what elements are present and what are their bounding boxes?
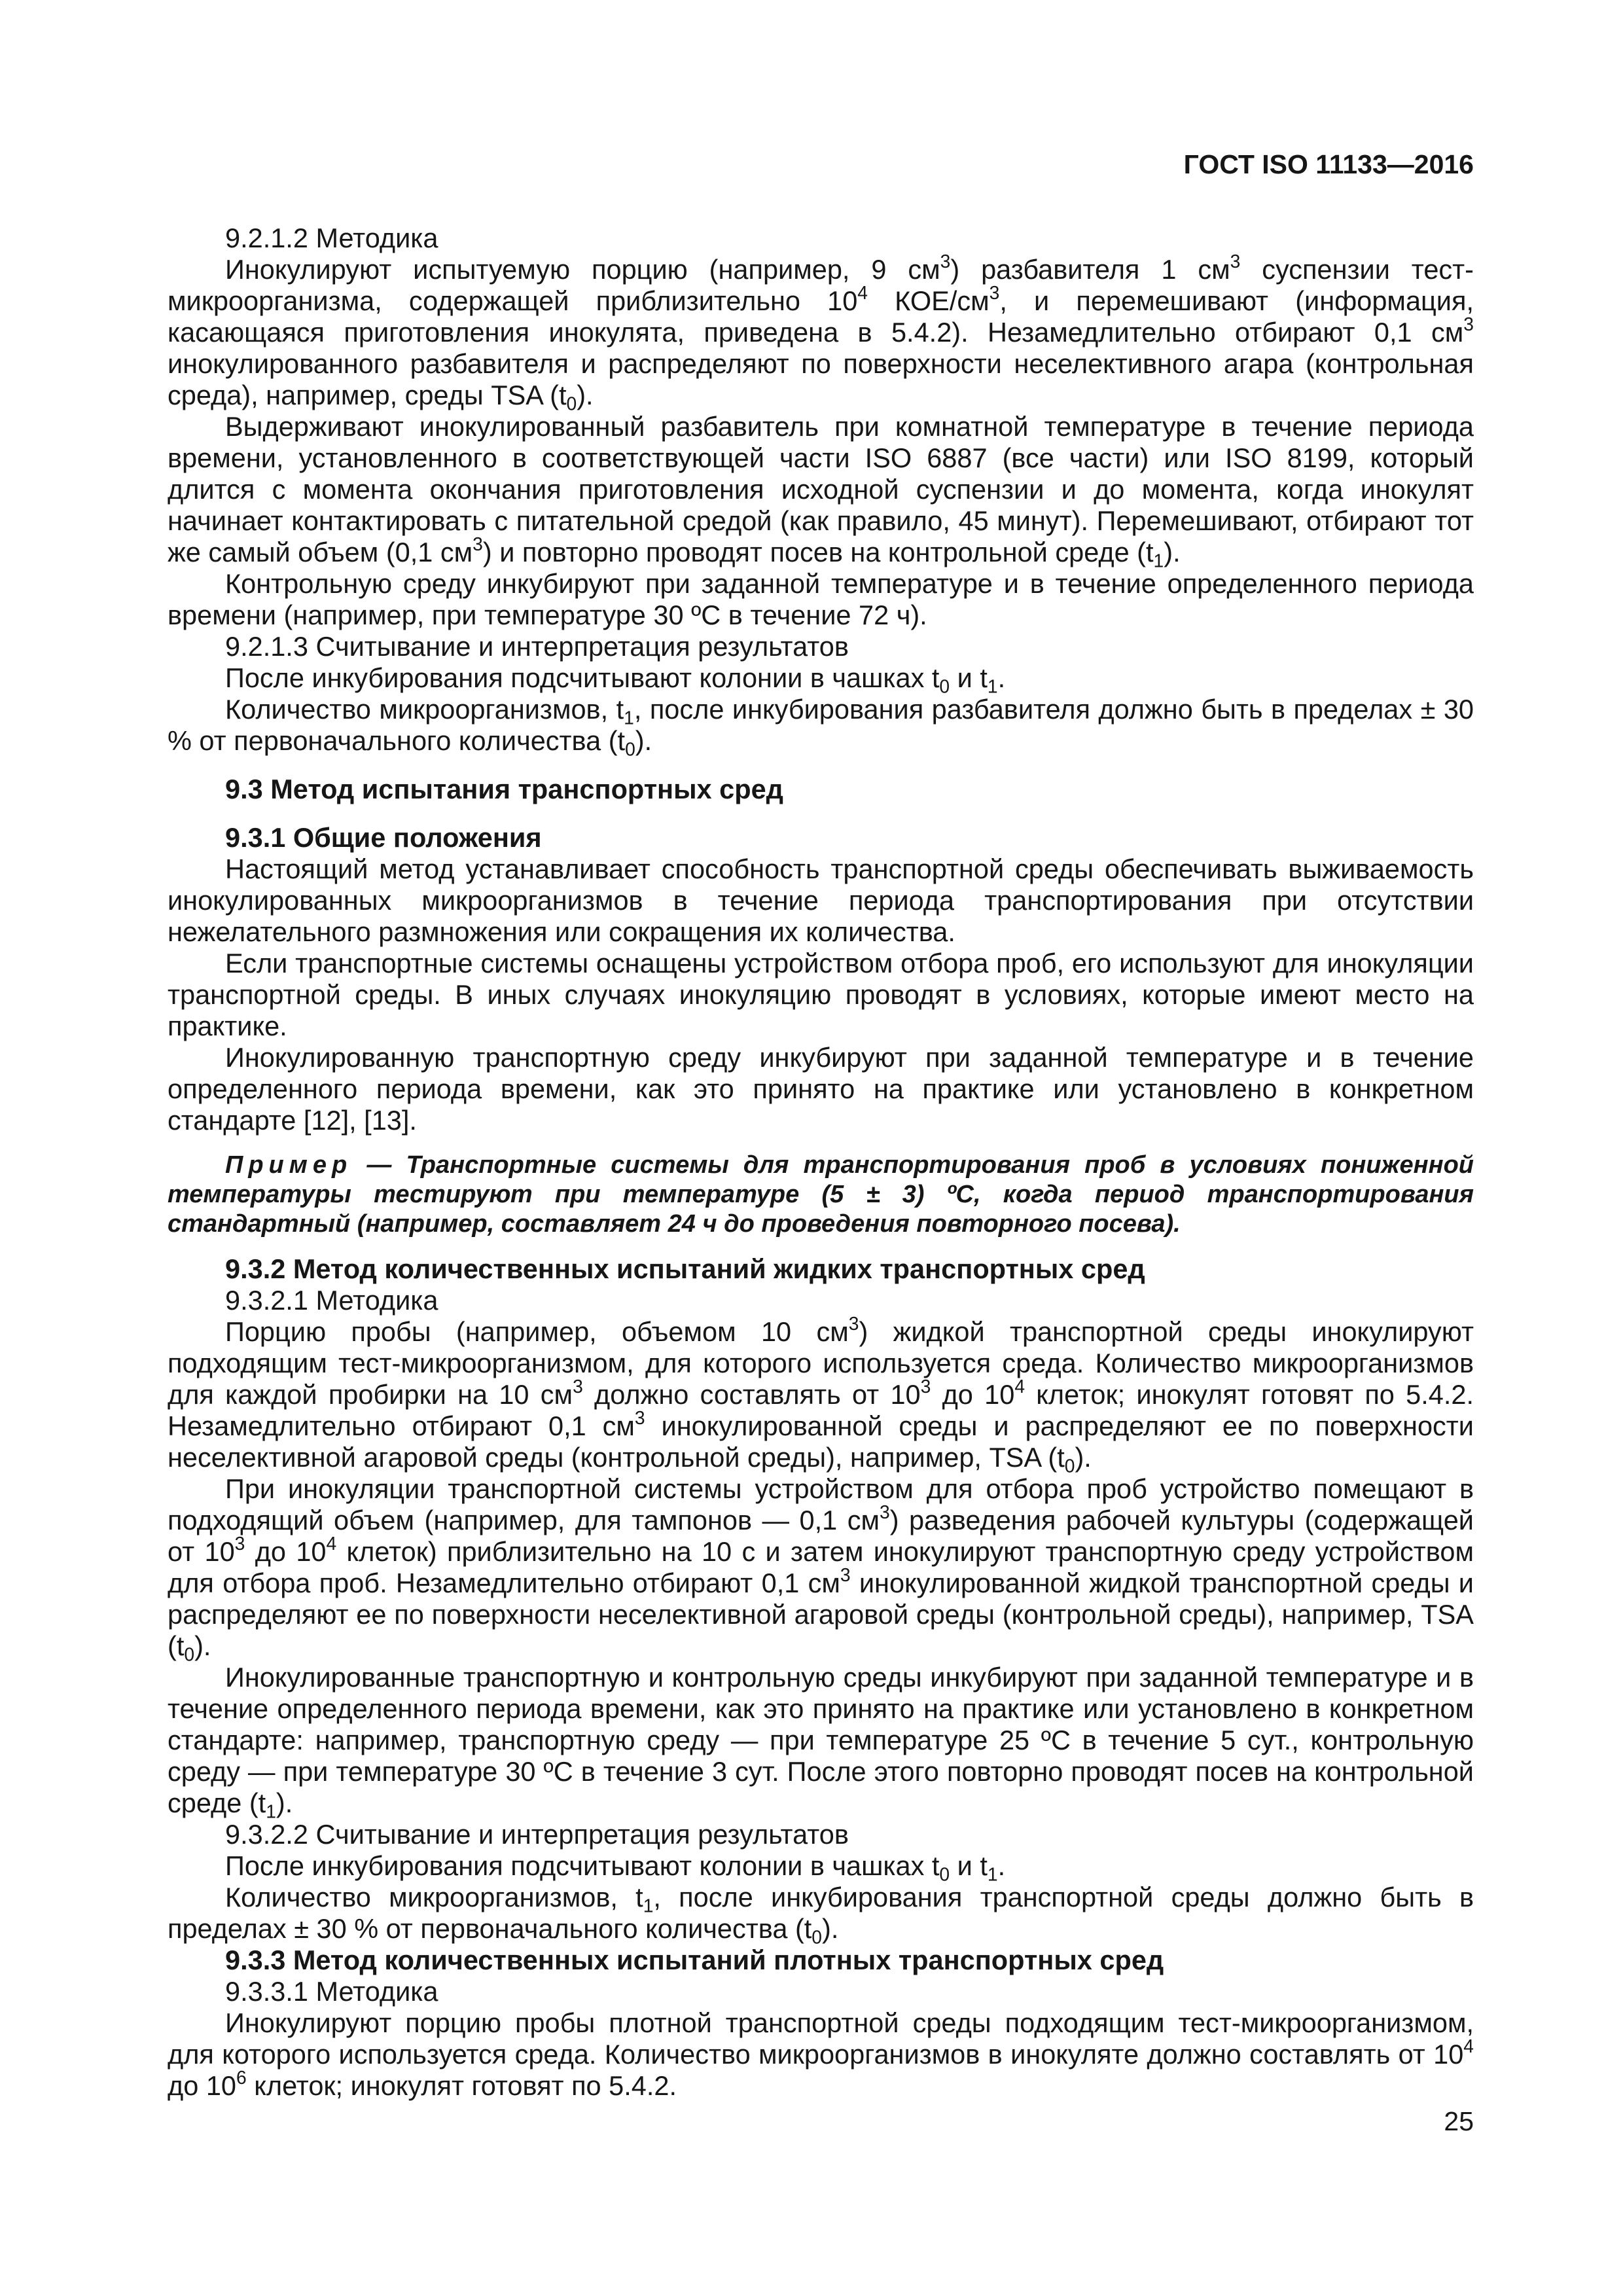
paragraph: При инокуляции транспортной системы устройством для отбора проб устройство помещают в подходящий объем (например, для тампонов — 0,1 $см^3$) разведения рабочей культуры (содержащей от $10^3$ до $10^4$ клеток) приблизительно на 10 с и затем инокулируют транспортную среду устройством для отбора проб. Незамедлительно отбирают 0,1 $см^3$ инокулированной жидкой транспортной среды и распределяют ее по поверхности неселективной агаровой среды (контрольной среды), например, TSA $(t_0)$. (168, 1473, 1474, 1665)
paragraph: Количество микроорганизмов, $t_1$, после инкубирования разбавителя должно быть в пределах ± 30 % от первоначального количества $(t_0)$. (168, 694, 1474, 760)
example-label: Пример (225, 1151, 353, 1179)
document-header: ГОСТ ISO 11133—2016 (1183, 149, 1474, 179)
paragraph: Инокулированные транспортную и контрольную среды инкубируют при заданной температуре и в течение определенного периода времени, как это принято на практике или установлено в конкретном стандарте: например, транспортную среду — при температуре 25 ºC в течение 5 сут., контрольную среду — при температуре 30 ºC в течение 3 сут. После этого повторно проводят посев на контрольной среде $(t_1)$. (168, 1662, 1474, 1822)
page-number: 25 (1444, 2106, 1474, 2136)
paragraph: Инокулируют порцию пробы плотной транспортной среды подходящим тест-микроорганизмом, для которого используется среда. Количество микроорганизмов в инокуляте должно составлять от $10^4$ до $10^6$ клеток; инокулят готовят по 5.4.2. (168, 2007, 1474, 2101)
clause-9-3-2-1: 9.3.2.1 Методика (225, 1285, 438, 1316)
paragraph: Если транспортные системы оснащены устройством отбора проб, его используют для инокуляции транспортной среды. В иных случаях инокуляцию проводят в условиях, которые имеют место на практике. (168, 948, 1474, 1041)
paragraph: Инокулированную транспортную среду инкубируют при заданной температуре и в течение определенного периода времени, как это принято на практике или установлено в конкретном стандарте [12], [13]. (168, 1042, 1474, 1136)
paragraph: Количество микроорганизмов, $t_1$, после инкубирования транспортной среды должно быть в пределах ± 30 % от первоначального количества $(t_0)$. (168, 1882, 1474, 1948)
subsection-heading-9-3-2: 9.3.2 Метод количественных испытаний жидких транспортных сред (225, 1253, 1145, 1284)
paragraph: После инкубирования подсчитывают колонии в чашках $t_0$ и $t_1$. (225, 1850, 1006, 1885)
section-heading-9-3: 9.3 Метод испытания транспортных сред (225, 774, 784, 804)
clause-9-2-1-2: 9.2.1.2 Методика (225, 223, 438, 253)
clause-9-2-1-3: 9.2.1.3 Считывание и интерпретация результатов (225, 631, 849, 662)
paragraph: Выдерживают инокулированный разбавитель при комнатной температуре в течение периода времени, установленного в соответствующей части ISO 6887 (все части) или ISO 8199, который длится с момента окончания приготовления исходной суспензии и до момента, когда инокулят начинает контактировать с питательной средой (как правило, 45 минут). Перемешивают, отбирают тот же самый объем (0,1 $см^3$) и повторно проводят посев на контрольной среде $(t_1)$. (168, 411, 1474, 571)
paragraph: Настоящий метод устанавливает способность транспортной среды обеспечивать выживаемость инокулированных микроорганизмов в течение периода транспортирования при отсутствии нежелательного размножения или сокращения их количества. (168, 853, 1474, 947)
paragraph: После инкубирования подсчитывают колонии в чашках $t_0$ и $t_1$. (225, 662, 1006, 697)
clause-9-3-3-1: 9.3.3.1 Методика (225, 1976, 438, 2007)
clause-9-3-2-2: 9.3.2.2 Считывание и интерпретация результатов (225, 1819, 849, 1850)
example-note: Пример — Транспортные системы для транспортирования проб в условиях пониженной температуры тестируют при температуре (5 ± 3) ºC, когда период транспортирования стандартный (например, составляет 24 ч до проведения повторного посева). (168, 1151, 1474, 1238)
subsection-heading-9-3-3: 9.3.3 Метод количественных испытаний плотных транспортных сред (225, 1945, 1164, 1975)
document-body (168, 223, 1474, 2102)
subsection-heading-9-3-1: 9.3.1 Общие положения (225, 822, 542, 853)
paragraph: Порцию пробы (например, объемом 10 $см^3$) жидкой транспортной среды инокулируют подходящим тест-микроорганизмом, для которого используется среда. Количество микроорганизмов для каждой пробирки на 10 $см^3$ должно составлять от $10^3$ до $10^4$ клеток; инокулят готовят по 5.4.2. Незамедлительно отбирают 0,1 $см^3$ инокулированной среды и распределяют ее по поверхности неселективной агаровой среды (контрольной среды), например, TSA $(t_0)$. (168, 1313, 1474, 1477)
paragraph: Инокулируют испытуемую порцию (например, 9 $см^3$) разбавителя 1 $см^3$ суспензии тест-микроорганизма, содержащей приблизительно $10^4$ КОЕ/$см^3$, и перемешивают (информация, касающаяся приготовления инокулята, приведена в 5.4.2). Незамедлительно отбирают 0,1 $см^3$ инокулированного разбавителя и распределяют по поверхности неселективного агара (контрольная среда), например, среды TSA $(t_0)$. (168, 251, 1474, 414)
paragraph: Контрольную среду инкубируют при заданной температуре и в течение определенного периода времени (например, при температуре 30 ºC в течение 72 ч). (168, 568, 1474, 630)
